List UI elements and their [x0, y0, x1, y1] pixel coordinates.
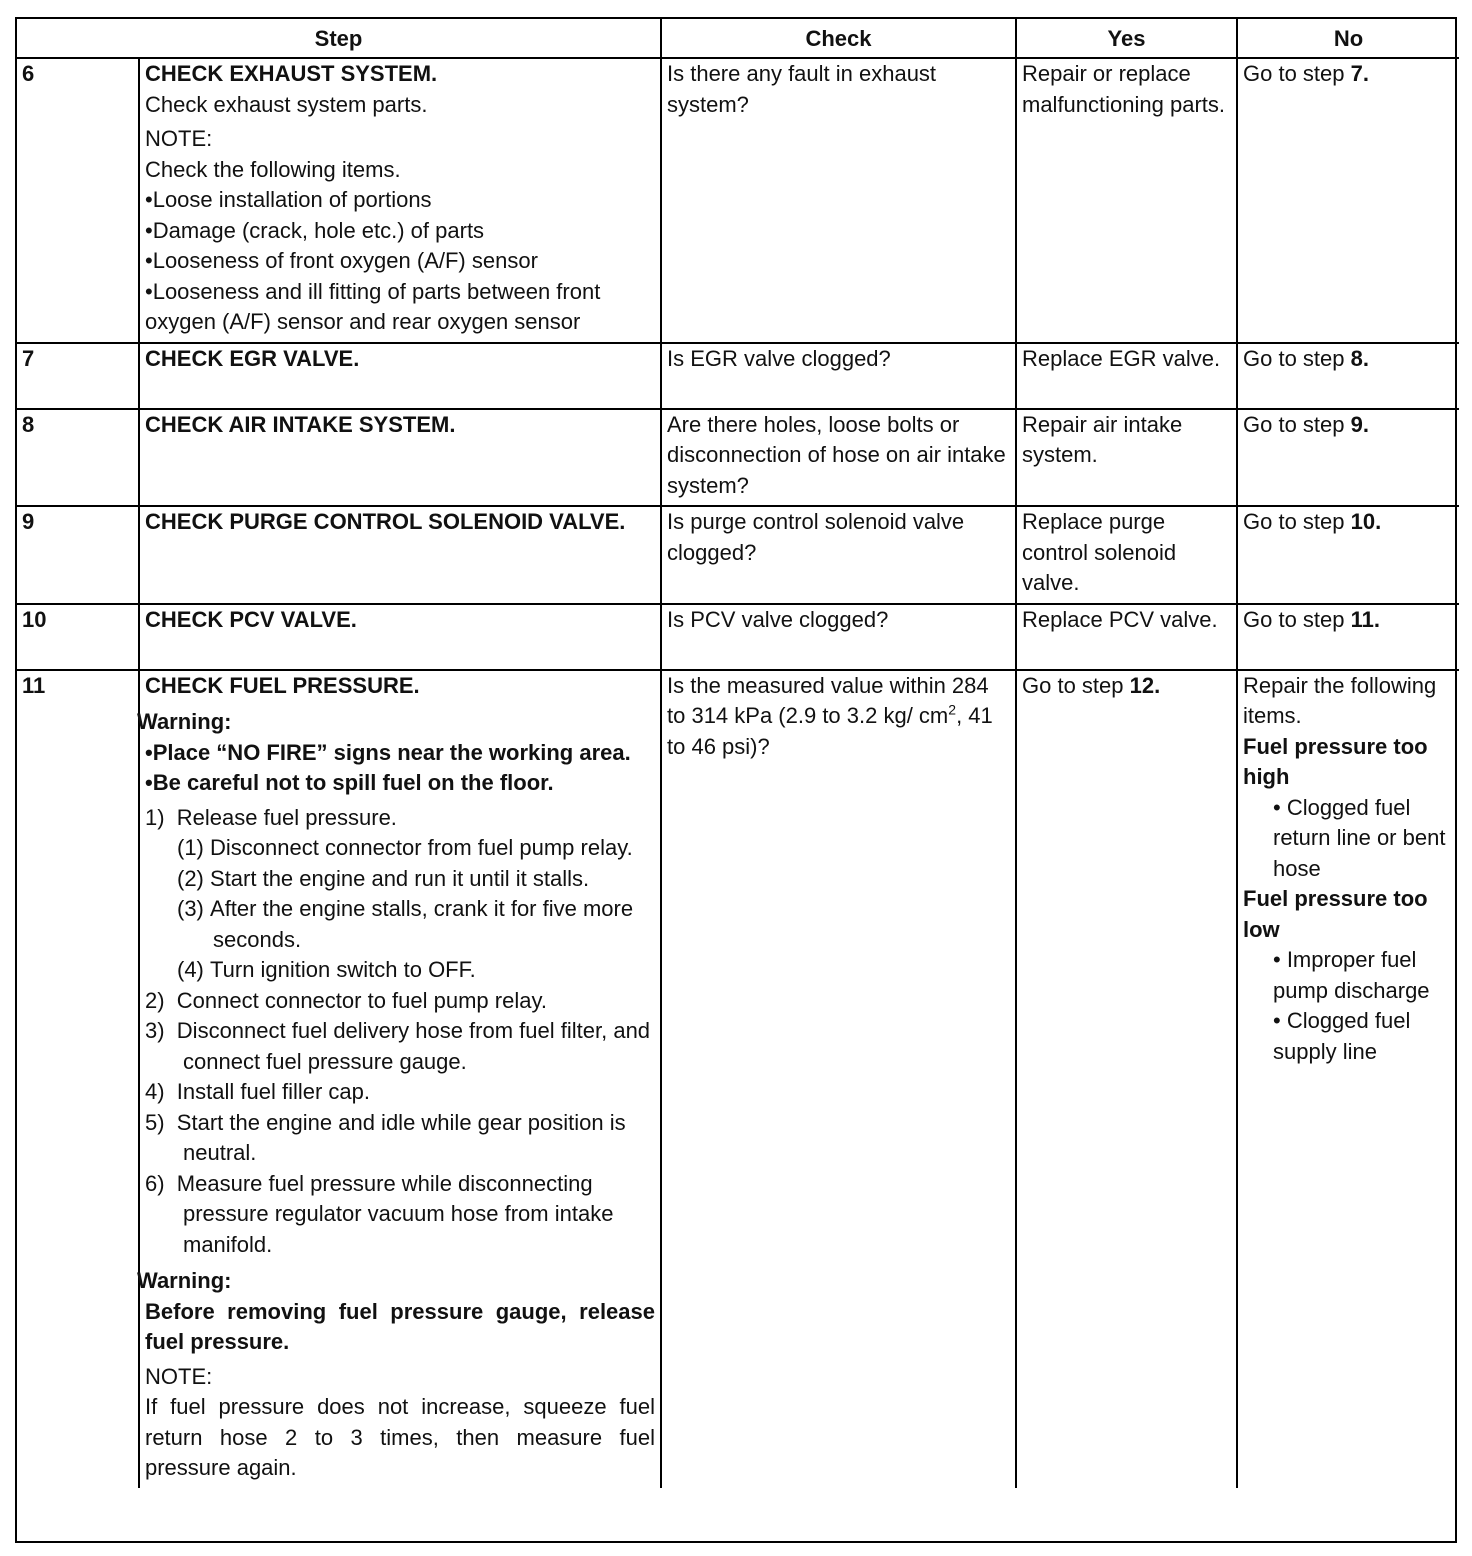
warning-label: Warning:: [137, 709, 232, 734]
no-prefix: Go to step: [1243, 345, 1351, 371]
fuel-pressure-low-label: Fuel pressure too low: [1243, 886, 1428, 942]
check-cell: Is the measured value within 284 to 314 kPa (2.9 to 3.2 kg/ $cm^2$, 41 to 46 psi)?: [661, 670, 1016, 1488]
note-text: If fuel pressure does not increase, squeeze fuel return hose 2 to 3 times, then measure fuel pressure again.: [145, 1394, 655, 1480]
table-row: [17, 409, 1459, 507]
fuel-pressure-high-label: Fuel pressure too high: [1243, 733, 1428, 789]
diagnostic-procedure-table: [17, 19, 1459, 1488]
step-number: 11: [17, 670, 139, 1488]
table-row: [17, 58, 1459, 343]
step-title: CHECK AIR INTAKE SYSTEM.: [145, 411, 456, 437]
no-prefix: Go to step: [1243, 411, 1351, 437]
no-step-ref: 10.: [1350, 509, 1382, 534]
procedure-step: 3) Disconnect fuel delivery hose from fuel filter, and connect fuel pressure gauge.: [145, 1018, 651, 1074]
step-content: [139, 670, 661, 1488]
procedure-substep: (1) Disconnect connector from fuel pump relay.: [177, 835, 633, 860]
yes-cell: Repair or replace malfunctioning parts.: [1016, 58, 1237, 343]
procedure-step: 2) Connect connector to fuel pump relay.: [145, 987, 547, 1013]
note-item: •Looseness and ill fitting of parts between front oxygen (A/F) sensor and rear oxygen sensor: [145, 278, 601, 334]
procedure-list: [145, 803, 655, 1261]
check-cell: Is purge control solenoid valve clogged?: [661, 506, 1016, 604]
yes-cell: Replace purge control solenoid valve.: [1016, 506, 1237, 604]
step-content: [139, 409, 661, 507]
step-title: CHECK EXHAUST SYSTEM.: [145, 61, 438, 86]
yes-cell: Repair air intake system.: [1016, 409, 1237, 507]
step-title: CHECK PCV VALVE.: [145, 606, 357, 632]
note-label: NOTE:: [145, 126, 213, 151]
no-cell: [1237, 506, 1459, 604]
check-cell: Are there holes, loose bolts or disconnection of hose on air intake system?: [661, 409, 1016, 507]
no-cell: [1237, 409, 1459, 507]
procedure-step: 4) Install fuel filler cap.: [145, 1079, 370, 1104]
step-content: [139, 604, 661, 670]
procedure-substep: (4) Turn ignition switch to OFF.: [177, 957, 476, 982]
no-step-ref: 11.: [1350, 606, 1380, 632]
cause-item: • Clogged fuel supply line: [1273, 1008, 1411, 1064]
note-intro: Check the following items.: [145, 156, 401, 182]
step-number: 10: [17, 604, 139, 670]
no-step-ref: 7.: [1350, 61, 1369, 86]
diagnostic-table-page: [15, 17, 1457, 1543]
procedure-substep: (2) Start the engine and run it until it stalls.: [177, 865, 590, 891]
procedure-step: 1) Release fuel pressure.: [145, 804, 397, 830]
warning-label: Warning:: [137, 1268, 232, 1293]
step-content: [139, 58, 661, 343]
yes-prefix: Go to step: [1022, 672, 1130, 698]
no-prefix: Go to step: [1243, 606, 1351, 632]
superscript: 2: [948, 701, 957, 718]
warning-text: Before removing fuel pressure gauge, release fuel pressure.: [145, 1298, 655, 1354]
step-title: CHECK PURGE CONTROL SOLENOID VALVE.: [145, 509, 626, 534]
procedure-step: 5) Start the engine and idle while gear position is neutral.: [145, 1109, 626, 1165]
note-item: •Damage (crack, hole etc.) of parts: [145, 217, 485, 243]
yes-cell: Replace EGR valve.: [1016, 343, 1237, 409]
step-number: 9: [17, 506, 139, 604]
yes-cell: [1016, 670, 1237, 1488]
warning-item: •Place “NO FIRE” signs near the working area.: [145, 739, 631, 765]
note-item: •Loose installation of portions: [145, 187, 432, 212]
check-cell: Is EGR valve clogged?: [661, 343, 1016, 409]
header-no: No: [1237, 19, 1459, 58]
step-title: CHECK FUEL PRESSURE.: [145, 672, 420, 698]
cause-item: • Improper fuel pump discharge: [1273, 947, 1430, 1003]
table-row: [17, 506, 1459, 604]
check-cell: Is PCV valve clogged?: [661, 604, 1016, 670]
procedure-substep: (3) After the engine stalls, crank it for five more seconds.: [177, 896, 634, 952]
step-title: CHECK EGR VALVE.: [145, 345, 360, 371]
table-row: [17, 670, 1459, 1488]
header-check: Check: [661, 19, 1016, 58]
check-cell: Is there any fault in exhaust system?: [661, 58, 1016, 343]
procedure-step: 6) Measure fuel pressure while disconnecting pressure regulator vacuum hose from intake manifold.: [145, 1170, 614, 1257]
step-number: 7: [17, 343, 139, 409]
no-intro: Repair the following items.: [1243, 672, 1437, 728]
no-cell: [1237, 58, 1459, 343]
table-row: [17, 343, 1459, 409]
no-prefix: Go to step: [1243, 509, 1351, 534]
no-cell: [1237, 343, 1459, 409]
no-step-ref: 9.: [1350, 411, 1369, 437]
note-item: •Looseness of front oxygen (A/F) sensor: [145, 248, 538, 273]
table-header-row: [17, 19, 1459, 58]
no-cell: [1237, 670, 1459, 1488]
step-content: [139, 506, 661, 604]
step-content: [139, 343, 661, 409]
header-step: Step: [17, 19, 661, 58]
yes-cell: Replace PCV valve.: [1016, 604, 1237, 670]
note-label: NOTE:: [145, 1363, 213, 1389]
yes-step-ref: 12.: [1129, 672, 1161, 698]
warning-item: •Be careful not to spill fuel on the floor.: [145, 770, 554, 795]
step-number: 6: [17, 58, 139, 343]
step-number: 8: [17, 409, 139, 507]
no-cell: [1237, 604, 1459, 670]
step-description: Check exhaust system parts.: [145, 91, 428, 117]
cause-item: • Clogged fuel return line or bent hose: [1273, 794, 1446, 881]
table-row: [17, 604, 1459, 670]
no-step-ref: 8.: [1350, 345, 1369, 371]
no-prefix: Go to step: [1243, 61, 1351, 86]
header-yes: Yes: [1016, 19, 1237, 58]
